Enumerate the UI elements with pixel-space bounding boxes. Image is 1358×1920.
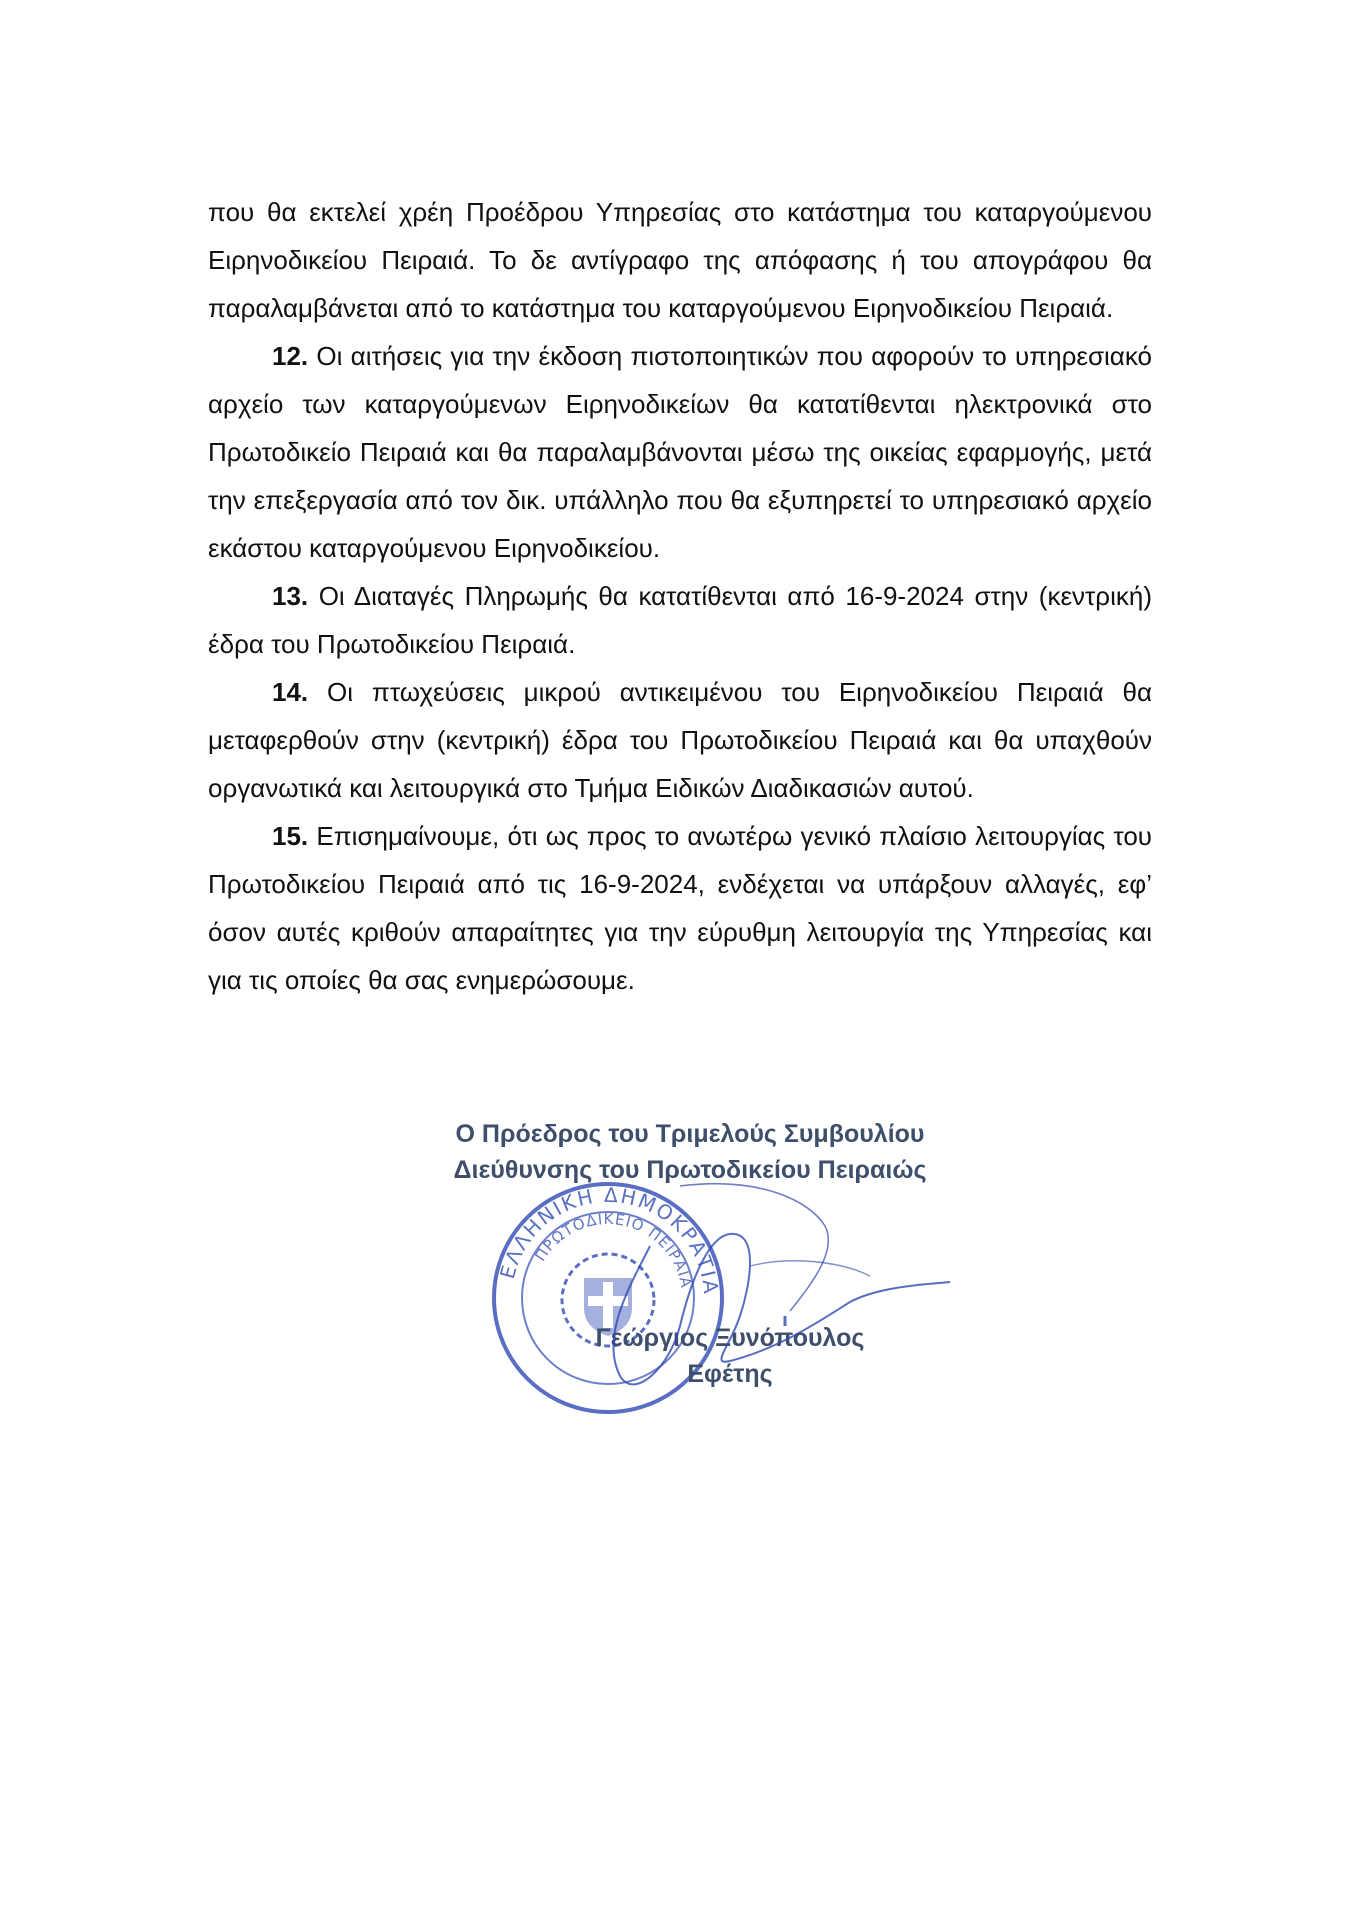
paragraph-continuation <box>208 188 1152 332</box>
signatory-role: Εφέτης <box>687 1360 773 1388</box>
paragraph-text: που θα εκτελεί χρέη Προέδρου Υπηρεσίας στο κατάστημα του καταργούμενου Ειρηνοδικείου Πειραιά. Το δε αντίγραφο της απόφασης ή του απογράφου θα παραλαμβάνεται από το κατάστημα του καταργούμενου Ειρηνοδικείου Πειραιά. <box>208 197 1152 323</box>
signatory-title <box>430 1116 950 1188</box>
paragraph-number: 14. <box>272 677 309 707</box>
signatory-name-block <box>530 1320 930 1392</box>
stamp-outer-text: ΕΛΛΗΝΙΚΗ ΔΗΜΟΚΡΑΤΙΑ <box>495 1182 724 1297</box>
paragraph-text: Οι Διαταγές Πληρωμής θα κατατίθενται από 16-9-2024 στην (κεντρική) έδρα του Πρωτοδικείου Πειραιά. <box>208 581 1152 659</box>
paragraph-number: 15. <box>272 821 309 851</box>
paragraph-number: 12. <box>272 341 309 371</box>
signatory-name: Γεώργιος Ξυνόπουλος <box>595 1324 865 1352</box>
paragraph-text: Οι πτωχεύσεις μικρού αντικειμένου του Ειρηνοδικείου Πειραιά θα μεταφερθούν στην (κεντρική) έδρα του Πρωτοδικείου Πειραιά και θα υπαχθούν οργανωτικά και λειτουργικά στο Τμήμα Ειδικών Διαδικασιών αυτού. <box>208 677 1152 803</box>
paragraph-15 <box>208 812 1152 1004</box>
paragraph-number: 13. <box>272 581 309 611</box>
signature-block <box>430 1116 990 1416</box>
stamp-inner-text: ΠΡΩΤΟΔΙΚΕΙΟ ΠΕΙΡΑΙΑ <box>531 1209 696 1290</box>
paragraph-text: Οι αιτήσεις για την έκδοση πιστοποιητικών που αφορούν το υπηρεσιακό αρχείο των καταργούμενων Ειρηνοδικείων θα κατατίθενται ηλεκτρονικά στο Πρωτοδικείο Πειραιά και θα παραλαμβάνονται μέσω της οικείας εφαρμογής, μετά την επεξεργασία από τον δικ. υπάλληλο που θα εξυπηρετεί το υπηρεσιακό αρχείο εκάστου καταργούμενου Ειρηνοδικείου. <box>208 341 1152 563</box>
paragraph-14 <box>208 668 1152 812</box>
signatory-title-line-1: Ο Πρόεδρος του Τριμελούς Συμβουλίου <box>455 1120 925 1148</box>
signatory-title-line-2: Διεύθυνσης του Πρωτοδικείου Πειραιώς <box>453 1156 927 1184</box>
paragraph-13 <box>208 572 1152 668</box>
document-body <box>208 188 1152 1004</box>
paragraph-12 <box>208 332 1152 572</box>
paragraph-text: Επισημαίνουμε, ότι ως προς το ανωτέρω γενικό πλαίσιο λειτουργίας του Πρωτοδικείου Πειραιά από τις 16-9-2024, ενδέχεται να υπάρξουν αλλαγές, εφ’ όσον αυτές κριθούν απαραίτητες για την εύρυθμη λειτουργία της Υπηρεσίας και για τις οποίες θα σας ενημερώσουμε. <box>208 821 1152 995</box>
